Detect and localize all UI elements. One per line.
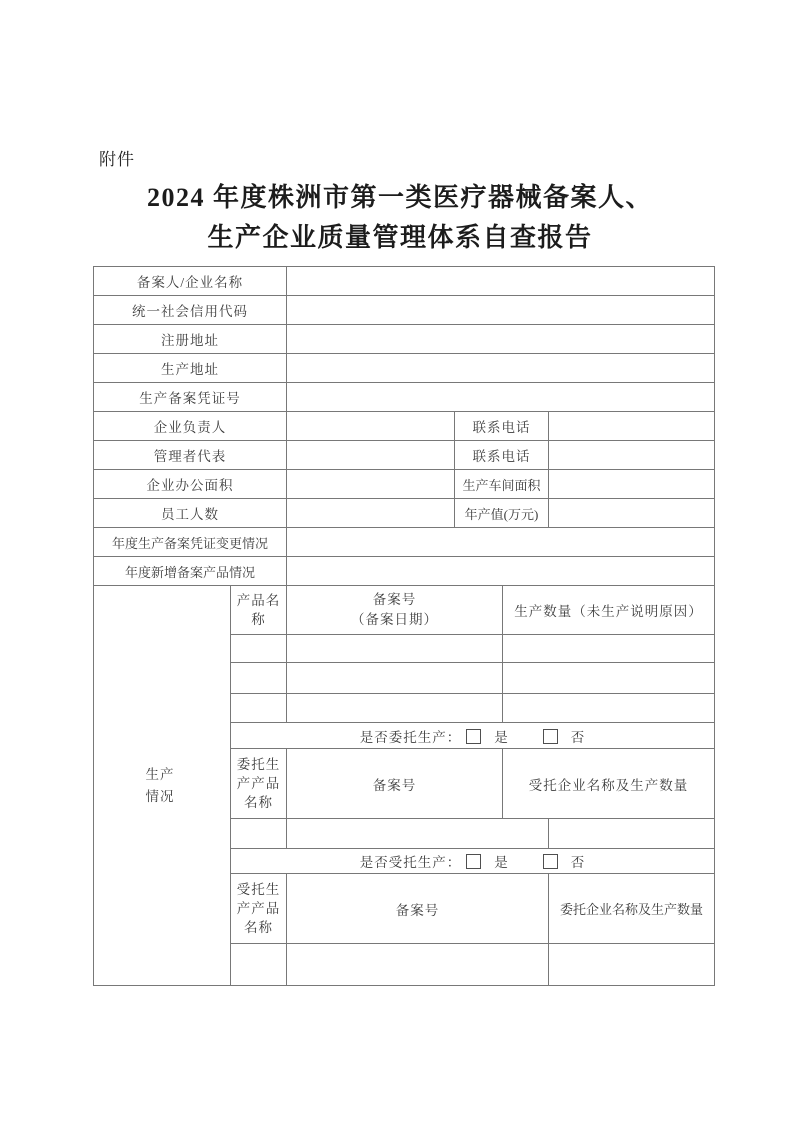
filing-no-header-line2: （备案日期） <box>351 612 439 627</box>
entrust-question-text: 是否委托生产： <box>359 729 462 745</box>
office-area-field[interactable] <box>287 470 455 499</box>
office-area-label: 企业办公面积 <box>94 470 287 499</box>
entrusted-out-product-cell[interactable] <box>231 819 287 849</box>
filing-no-cell[interactable] <box>287 663 503 694</box>
contact-phone2-label: 联系电话 <box>455 441 549 470</box>
filing-no-header <box>287 586 503 635</box>
filing-cert-change-label: 年度生产备案凭证变更情况 <box>94 528 287 557</box>
entrusted-in-partner-cell[interactable] <box>549 944 715 986</box>
filing-cert-no-field[interactable] <box>287 383 715 412</box>
registered-address-field[interactable] <box>287 325 715 354</box>
filing-cert-no-label: 生产备案凭证号 <box>94 383 287 412</box>
entrusted-in-filing-no-cell[interactable] <box>287 944 549 986</box>
enterprise-head-label: 企业负责人 <box>94 412 287 441</box>
entrusted-out-partner-header: 受托企业名称及生产数量 <box>503 749 715 819</box>
entrusted-out-partner-cell[interactable] <box>549 819 715 849</box>
production-qty-header: 生产数量（未生产说明原因） <box>503 586 715 635</box>
filing-no-cell[interactable] <box>287 694 503 723</box>
accept-yes-label: 是 <box>494 855 509 870</box>
accept-question-text: 是否受托生产： <box>359 855 462 870</box>
workshop-area-field[interactable] <box>549 470 715 499</box>
product-name-header: 产品名称 <box>231 586 287 635</box>
production-qty-cell[interactable] <box>503 635 715 663</box>
contact-phone2-field[interactable] <box>549 441 715 470</box>
product-name-cell[interactable] <box>231 635 287 663</box>
filing-no-header-line1: 备案号 <box>372 592 417 607</box>
self-inspection-form-table <box>93 266 715 986</box>
entrusted-in-product-header: 受托生产产品名称 <box>231 874 287 944</box>
accept-no-checkbox[interactable] <box>543 854 558 869</box>
filing-no-cell[interactable] <box>287 635 503 663</box>
management-rep-label: 管理者代表 <box>94 441 287 470</box>
registrant-name-label: 备案人/企业名称 <box>94 267 287 296</box>
production-section-label-text: 生产情况 <box>145 766 175 804</box>
entrusted-out-filing-no-header: 备案号 <box>287 749 503 819</box>
credit-code-label: 统一社会信用代码 <box>94 296 287 325</box>
production-address-field[interactable] <box>287 354 715 383</box>
entrust-yes-label: 是 <box>494 729 509 745</box>
entrust-yes-checkbox[interactable] <box>466 729 481 744</box>
entrust-no-label: 否 <box>570 729 586 745</box>
new-filed-products-label: 年度新增备案产品情况 <box>94 557 287 586</box>
product-name-cell[interactable] <box>231 694 287 723</box>
accept-question-row <box>231 849 715 874</box>
employee-count-label: 员工人数 <box>94 499 287 528</box>
entrusted-out-product-header: 委托生产产品名称 <box>231 749 287 819</box>
enterprise-head-field[interactable] <box>287 412 455 441</box>
new-filed-products-field[interactable] <box>287 557 715 586</box>
production-address-label: 生产地址 <box>94 354 287 383</box>
accept-yes-checkbox[interactable] <box>466 854 481 869</box>
document-title-line2: 生产企业质量管理体系自查报告 <box>207 223 593 252</box>
accept-no-label: 否 <box>570 855 586 870</box>
annual-output-field[interactable] <box>549 499 715 528</box>
production-qty-cell[interactable] <box>503 663 715 694</box>
entrust-question-row <box>231 723 715 749</box>
filing-cert-change-field[interactable] <box>287 528 715 557</box>
entrusted-out-filing-no-cell[interactable] <box>287 819 549 849</box>
credit-code-field[interactable] <box>287 296 715 325</box>
management-rep-field[interactable] <box>287 441 455 470</box>
registered-address-label: 注册地址 <box>94 325 287 354</box>
entrusted-in-product-cell[interactable] <box>231 944 287 986</box>
annual-output-label: 年产值(万元) <box>455 499 549 528</box>
entrust-no-checkbox[interactable] <box>543 729 558 744</box>
entrusted-in-partner-header: 委托企业名称及生产数量 <box>549 874 715 944</box>
workshop-area-label: 生产车间面积 <box>455 470 549 499</box>
employee-count-field[interactable] <box>287 499 455 528</box>
entrusted-in-filing-no-header: 备案号 <box>287 874 549 944</box>
production-qty-cell[interactable] <box>503 694 715 723</box>
document-title-line1: 2024 年度株洲市第一类医疗器械备案人、 <box>146 183 653 212</box>
contact-phone-field[interactable] <box>549 412 715 441</box>
product-name-cell[interactable] <box>231 663 287 694</box>
registrant-name-field[interactable] <box>287 267 715 296</box>
production-section-label <box>94 586 231 986</box>
contact-phone-label: 联系电话 <box>455 412 549 441</box>
attachment-label: 附件 <box>99 150 135 169</box>
